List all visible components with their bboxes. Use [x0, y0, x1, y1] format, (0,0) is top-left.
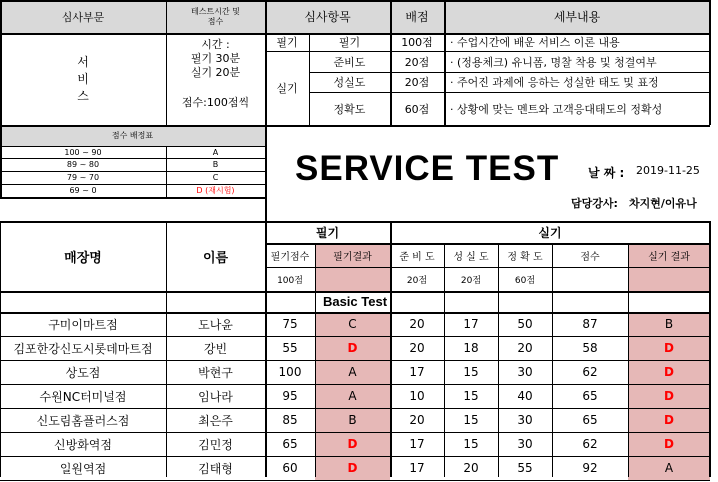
result-value: 62 — [582, 437, 598, 451]
col-prep — [390, 243, 444, 267]
service-category-label: 서 비 스 — [77, 54, 89, 103]
grade-range-text: 79 ~ 70 — [66, 173, 100, 182]
result-value: 일원역점 — [59, 461, 107, 476]
result-value: 김포한강신도시롯데마트점 — [13, 341, 153, 356]
grid-line — [265, 267, 710, 268]
result-value: 58 — [582, 341, 598, 355]
max-sincerity-text: 20점 — [460, 275, 482, 286]
result-value: 수원NC터미널점 — [39, 389, 127, 404]
result-value: 15 — [463, 365, 479, 379]
item-detail-sincerity — [444, 72, 710, 92]
grid-line — [0, 0, 710, 2]
result-cell-score — [552, 312, 628, 336]
result-value: D — [664, 389, 674, 403]
grid-line — [390, 221, 392, 477]
result-cell-name — [166, 384, 265, 408]
result-value: 20 — [463, 461, 479, 475]
grid-line — [0, 384, 710, 385]
result-cell-written-result — [315, 432, 390, 456]
item-detail-accuracy — [444, 92, 710, 125]
item-name-accuracy — [309, 92, 390, 125]
page-title: SERVICE TEST — [295, 149, 560, 188]
result-cell-accuracy — [498, 456, 552, 480]
result-cell-practical-result — [628, 384, 710, 408]
grid-line — [0, 360, 710, 361]
max-prep — [390, 267, 444, 291]
grid-line — [309, 92, 710, 93]
grid-line — [166, 146, 167, 197]
result-cell-name — [166, 336, 265, 360]
result-cell-score — [552, 408, 628, 432]
result-cell-written-score — [265, 432, 315, 456]
grid-line — [0, 197, 265, 199]
grid-line — [309, 72, 710, 73]
results-header-written — [265, 221, 390, 243]
result-cell-store — [0, 336, 166, 360]
service-time-block — [166, 33, 265, 125]
item-detail-written — [444, 33, 710, 51]
header-time-label: 테스트시간 및 점수 — [191, 6, 240, 26]
result-cell-written-result — [315, 336, 390, 360]
result-value: 20 — [409, 341, 425, 355]
header-cell-time — [166, 0, 265, 33]
result-value: 85 — [282, 413, 298, 427]
result-cell-prep — [390, 336, 444, 360]
result-value: 30 — [517, 437, 533, 451]
result-cell-score — [552, 384, 628, 408]
result-value: 20 — [409, 317, 425, 331]
result-cell-store — [0, 360, 166, 384]
result-value: 50 — [517, 317, 533, 331]
written-group-text: 필기 — [276, 36, 298, 49]
col-sincerity — [444, 243, 498, 267]
result-value: 17 — [409, 365, 425, 379]
result-value: 박현구 — [198, 365, 233, 380]
result-value: 40 — [517, 389, 533, 403]
item-points-text: 60점 — [404, 102, 430, 116]
header-points-label: 배점 — [405, 10, 429, 24]
result-value: 30 — [517, 413, 533, 427]
col-score — [552, 243, 628, 267]
result-cell-written-score — [265, 384, 315, 408]
grade-range — [0, 146, 166, 158]
result-value: D — [347, 437, 358, 451]
instructor-value: 차지현/이유나 — [629, 197, 697, 210]
result-value: D — [347, 461, 358, 475]
result-value: 18 — [463, 341, 479, 355]
result-cell-store — [0, 456, 166, 480]
grid-line — [265, 51, 710, 52]
result-value: A — [348, 365, 357, 379]
date-label: 날 짜 : — [588, 166, 625, 180]
item-points-text: 20점 — [404, 55, 430, 69]
result-value: 신도림홈플러스점 — [36, 413, 130, 428]
result-value: D — [664, 341, 674, 355]
grid-line — [0, 0, 2, 125]
result-cell-score — [552, 336, 628, 360]
result-value: 62 — [582, 365, 598, 379]
result-cell-written-score — [265, 408, 315, 432]
col-written-score-text: 필기점수 — [270, 251, 310, 263]
result-cell-prep — [390, 432, 444, 456]
max-accuracy-text: 60점 — [514, 275, 536, 286]
item-points-accuracy — [390, 92, 444, 125]
result-cell-written-result — [315, 408, 390, 432]
header-cell-category — [0, 0, 166, 33]
item-detail-text: · 상황에 맞는 멘트와 고객응대태도의 정확성 — [450, 102, 663, 116]
result-value: D — [664, 365, 674, 379]
grade-letter — [166, 184, 265, 197]
result-value: 15 — [463, 437, 479, 451]
result-cell-accuracy — [498, 384, 552, 408]
item-name-text: 필기 — [338, 36, 361, 49]
grid-line — [166, 221, 167, 477]
result-value: 75 — [282, 317, 298, 331]
result-value: 55 — [282, 341, 298, 355]
result-cell-accuracy — [498, 360, 552, 384]
service-time-info: 시간 : 필기 30분 실기 20분 — [190, 38, 241, 79]
result-cell-practical-result — [628, 456, 710, 480]
grid-line — [265, 243, 710, 245]
result-value: A — [348, 389, 357, 403]
instructor-label: 담당강사: — [571, 197, 618, 210]
result-value: 92 — [582, 461, 598, 475]
result-cell-written-score — [265, 312, 315, 336]
result-value: D — [347, 341, 358, 355]
result-cell-prep — [390, 360, 444, 384]
grade-letter-text: A — [212, 147, 219, 157]
result-value: 김태형 — [198, 461, 233, 476]
grade-letter-text: C — [212, 173, 219, 182]
grid-line — [0, 432, 710, 433]
max-accuracy — [498, 267, 552, 291]
result-cell-store — [0, 408, 166, 432]
result-cell-accuracy — [498, 432, 552, 456]
grade-letter — [166, 171, 265, 184]
item-points-text: 100점 — [401, 36, 433, 49]
item-name-text: 정확도 — [333, 102, 366, 116]
col-score-text: 점수 — [580, 251, 600, 263]
item-name-text: 준비도 — [333, 55, 366, 69]
col-practical-result-text: 실기 결과 — [648, 251, 690, 263]
result-cell-sincerity — [444, 456, 498, 480]
result-cell-prep — [390, 312, 444, 336]
results-header-store — [0, 221, 166, 291]
grid-line — [709, 221, 711, 477]
result-cell-accuracy — [498, 312, 552, 336]
max-written-result — [315, 267, 390, 291]
result-cell-practical-result — [628, 408, 710, 432]
col-written-result-text: 필기결과 — [333, 251, 372, 263]
grid-line — [0, 125, 2, 198]
result-cell-written-score — [265, 456, 315, 480]
result-cell-name — [166, 432, 265, 456]
grid-line — [265, 221, 267, 477]
header-items-label: 심사항목 — [304, 10, 351, 24]
result-value: 87 — [582, 317, 598, 331]
result-value: D — [664, 413, 674, 427]
result-cell-practical-result — [628, 360, 710, 384]
result-cell-sincerity — [444, 360, 498, 384]
col-prep-text: 준 비 도 — [399, 251, 435, 263]
max-written-text: 100점 — [277, 275, 303, 286]
result-cell-store — [0, 312, 166, 336]
service-score-info: 점수:100점씩 — [181, 96, 250, 109]
grid-line — [0, 125, 710, 127]
results-header-name-text: 이름 — [202, 250, 229, 266]
result-value: 20 — [409, 413, 425, 427]
item-detail-text: · 주어진 과제에 응하는 성실한 태도 및 표정 — [450, 76, 659, 89]
result-cell-name — [166, 408, 265, 432]
result-value: 17 — [409, 461, 425, 475]
date-value: 2019-11-25 — [636, 164, 700, 177]
result-value: D — [664, 437, 674, 451]
result-value: 30 — [517, 365, 533, 379]
result-value: 15 — [463, 389, 479, 403]
result-value: B — [664, 317, 674, 331]
item-name-text: 성실도 — [333, 76, 366, 89]
result-cell-written-result — [315, 384, 390, 408]
result-value: 20 — [517, 341, 533, 355]
result-cell-written-score — [265, 336, 315, 360]
result-value: 10 — [409, 389, 425, 403]
grid-line — [0, 158, 265, 159]
grade-table-title-text: 점수 배정표 — [111, 131, 154, 140]
grid-line — [0, 33, 710, 35]
result-cell-practical-result — [628, 336, 710, 360]
grade-range-text: 89 ~ 80 — [66, 160, 100, 169]
results-header-written-text: 필기 — [315, 225, 340, 240]
result-cell-name — [166, 312, 265, 336]
grid-line — [0, 146, 265, 147]
item-name-written — [309, 33, 390, 51]
grid-line — [0, 171, 265, 172]
item-detail-text: · (정용체크) 유니폼, 명찰 착용 및 청결여부 — [450, 55, 657, 69]
result-cell-store — [0, 432, 166, 456]
result-value: 17 — [409, 437, 425, 451]
result-cell-store — [0, 384, 166, 408]
grade-letter — [166, 158, 265, 171]
grid-line — [0, 221, 710, 223]
grid-line — [0, 312, 710, 314]
col-accuracy — [498, 243, 552, 267]
max-prep-text: 20점 — [406, 275, 428, 286]
result-value: 55 — [517, 461, 533, 475]
result-cell-prep — [390, 408, 444, 432]
result-cell-sincerity — [444, 432, 498, 456]
grid-line — [309, 33, 310, 125]
result-value: 95 — [282, 389, 298, 403]
grid-line — [0, 184, 265, 185]
max-sincerity — [444, 267, 498, 291]
header-category-label: 심사부문 — [61, 10, 105, 24]
item-detail-text: · 수업시간에 배운 서비스 이론 내용 — [450, 36, 620, 49]
result-cell-sincerity — [444, 312, 498, 336]
result-value: 65 — [582, 389, 598, 403]
result-cell-written-result — [315, 312, 390, 336]
result-value: 15 — [463, 413, 479, 427]
result-cell-accuracy — [498, 336, 552, 360]
result-value: 최은주 — [198, 413, 233, 428]
result-value: 도나윤 — [198, 317, 233, 332]
result-value: A — [664, 461, 674, 475]
grid-line — [0, 336, 710, 337]
result-cell-score — [552, 456, 628, 480]
item-name-sincerity — [309, 72, 390, 92]
header-cell-points — [390, 0, 444, 33]
results-header-store-text: 매장명 — [64, 250, 102, 266]
result-value: 65 — [582, 413, 598, 427]
header-cell-items — [265, 0, 390, 33]
grade-letter-text: B — [212, 160, 219, 169]
result-value: 임나라 — [198, 389, 233, 404]
grade-table-title — [0, 125, 265, 146]
result-value: B — [348, 413, 357, 427]
item-points-sincerity — [390, 72, 444, 92]
result-value: 65 — [282, 437, 298, 451]
written-group-label — [265, 33, 309, 51]
grade-range — [0, 158, 166, 171]
col-practical-result — [628, 243, 710, 267]
results-header-practical — [390, 221, 710, 243]
grade-letter — [166, 146, 265, 158]
result-cell-sincerity — [444, 408, 498, 432]
grid-line — [0, 408, 710, 409]
result-value: 강빈 — [203, 341, 228, 356]
col-accuracy-text: 정 확 도 — [507, 251, 543, 263]
result-cell-written-score — [265, 360, 315, 384]
results-header-practical-text: 실기 — [538, 225, 562, 240]
result-value: 상도점 — [65, 365, 101, 380]
grade-letter-text: D (재시험) — [196, 186, 235, 195]
result-cell-practical-result — [628, 432, 710, 456]
practical-group-text: 실기 — [276, 82, 298, 95]
result-value: 100 — [278, 365, 302, 379]
max-written — [265, 267, 315, 291]
grid-line — [390, 0, 392, 125]
result-cell-written-result — [315, 456, 390, 480]
result-cell-name — [166, 360, 265, 384]
grade-range-text: 100 ~ 90 — [64, 147, 102, 157]
col-sincerity-text: 성 실 도 — [453, 251, 489, 263]
grid-line — [0, 221, 1, 477]
grid-line — [0, 480, 710, 481]
result-value: 신방화역점 — [54, 437, 112, 452]
results-header-name — [166, 221, 265, 291]
section-title-text: Basic Test — [322, 294, 388, 309]
grid-line — [709, 0, 711, 125]
result-cell-sincerity — [444, 384, 498, 408]
col-written-result — [315, 243, 390, 267]
header-cell-detail — [444, 0, 710, 33]
result-value: 17 — [463, 317, 479, 331]
header-detail-label: 세부내용 — [553, 10, 601, 24]
grid-line — [265, 0, 267, 125]
grade-range — [0, 184, 166, 197]
col-written-score — [265, 243, 315, 267]
grade-range — [0, 171, 166, 184]
result-cell-score — [552, 432, 628, 456]
result-cell-name — [166, 456, 265, 480]
result-cell-prep — [390, 456, 444, 480]
max-score — [552, 267, 628, 291]
result-cell-sincerity — [444, 336, 498, 360]
service-category — [0, 33, 166, 125]
item-detail-prep — [444, 51, 710, 72]
result-value: 60 — [282, 461, 298, 475]
result-value: 김민정 — [198, 437, 233, 452]
result-value: 구미이마트점 — [48, 317, 118, 332]
grid-line — [265, 125, 267, 221]
result-cell-score — [552, 360, 628, 384]
section-title — [0, 291, 710, 312]
result-cell-written-result — [315, 360, 390, 384]
grid-line — [0, 456, 710, 457]
result-value: C — [348, 317, 357, 331]
result-cell-prep — [390, 384, 444, 408]
grid-line — [444, 0, 446, 125]
grid-line — [166, 0, 167, 125]
grade-range-text: 69 ~ 0 — [69, 186, 97, 195]
item-points-written — [390, 33, 444, 51]
max-practical-result — [628, 267, 710, 291]
result-cell-practical-result — [628, 312, 710, 336]
item-points-prep — [390, 51, 444, 72]
result-cell-accuracy — [498, 408, 552, 432]
item-name-prep — [309, 51, 390, 72]
practical-group-label — [265, 51, 309, 125]
grid-line — [0, 291, 710, 293]
item-points-text: 20점 — [404, 76, 430, 89]
